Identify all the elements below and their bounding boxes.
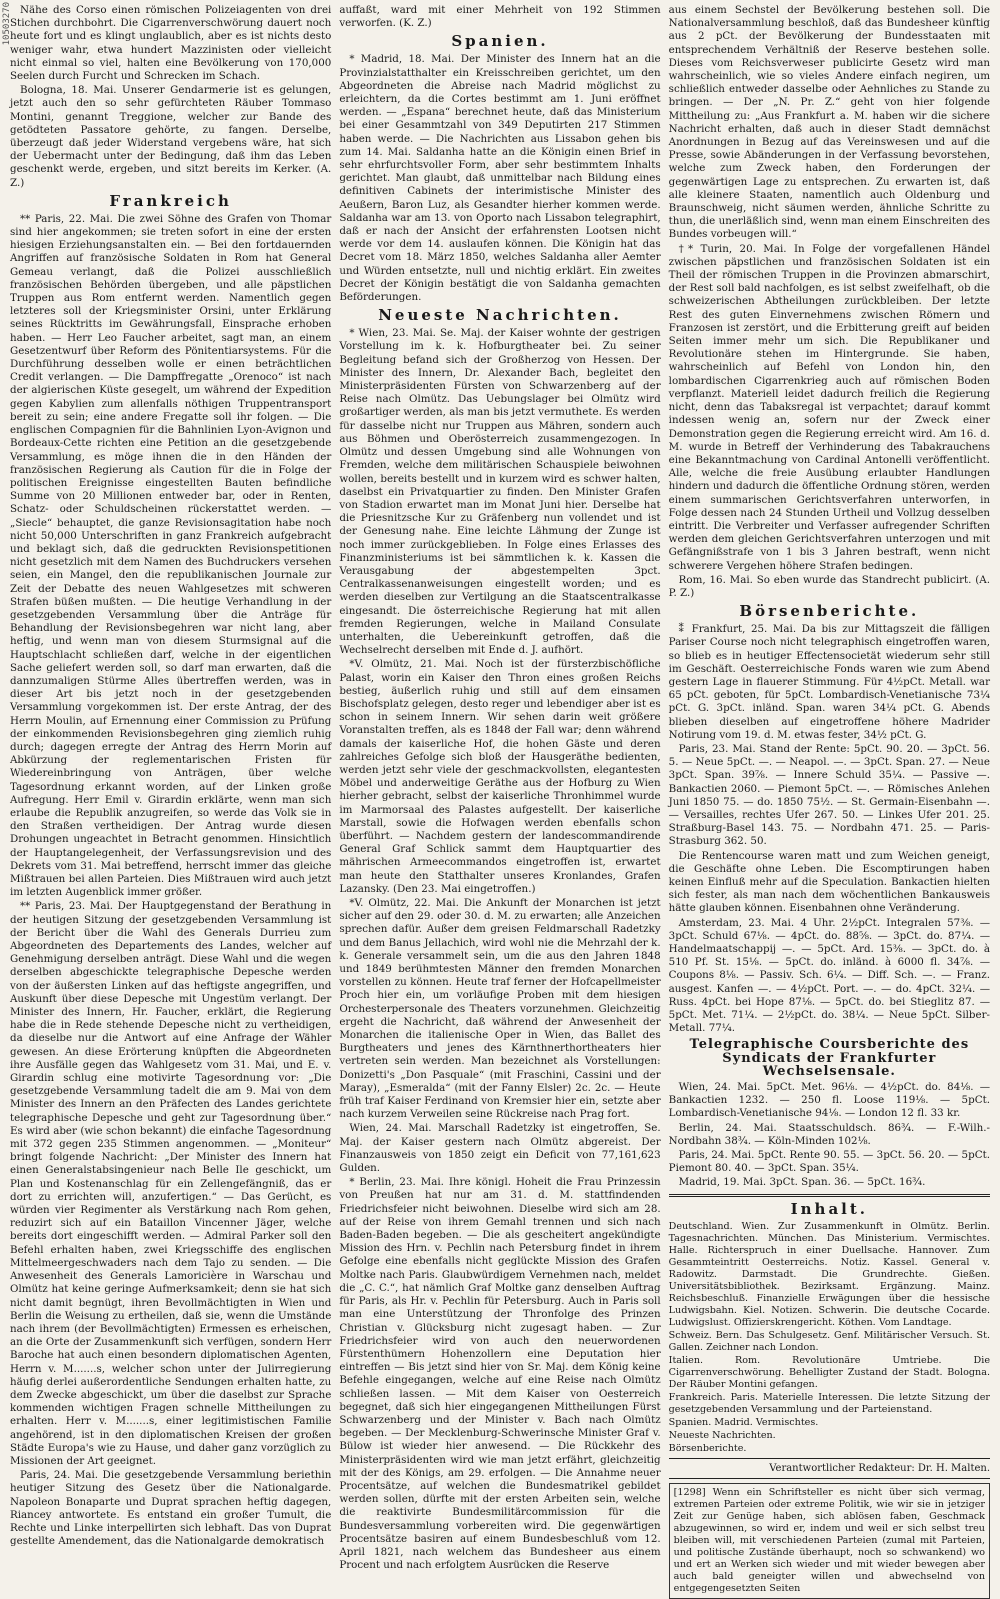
editor-imprint: Verantwortlicher Redakteur: Dr. H. Malten. <box>769 1462 990 1474</box>
article-paragraph: Wien, 24. Mai. 5pCt. Met. 96⅛. — 4½pCt. do. 84⅛. — Bankactien 1232. — 250 fl. Loose 119⅛. — 5pCt. Lombardisch-Venetianische 94⅛. — London 12 fl. 33 kr. <box>668 1081 990 1120</box>
article-paragraph: Madrid, 19. Mai. 3pCt. Span. 36. — 5pCt. 16¾. <box>678 1176 926 1189</box>
article-paragraph: Berlin, 24. Mai. Staatsschuldsch. 86¾. — F.-Wilh.-Nordbahn 38¾. — Köln-Minden 102⅛. <box>668 1121 990 1147</box>
article-paragraph: *V. Olmütz, 22. Mai. Die Ankunft der Monarchen ist jetzt sicher auf den 29. oder 30. d. M. zu erwarten; alle Anzeichen sprechen dafür. Außer dem greisen Feldmarschall Radetzky und dem Banus Jellachich, wird wohl nie die Mehrzahl der k. k. Generale versammelt sein, um die aus den Jahren 1848 und 1849 berühmtesten Männer den fremden Monarchen vorstellen zu können. Heute traf ferner der Hofcapellmeister Proch hier ein, um vorläufige Proben mit dem hiesigen Orchesterpersonale des Theaters vorzunehmen. Gleichzeitig ergeht die Nachricht, daß während der Anwesenheit der Monarchen die italienische Oper in Wien, das Ballet des Burgtheaters und jenes des Kärnthnerthortheaters hier vertreten sein werden. Man bezeichnet als Vorstellungen: Donizetti's „Don Pasquale“ (mit Fraschini, Cassini und der Maray), „Esmeralda“ (mit der Fanny Elsler) 2c. 2c. — Heute früh traf Kaiser Ferdinand von Kremsier hier ein, setzte aber nach kurzem Verweilen seine Rückreise nach Prag fort. <box>339 897 661 1121</box>
contents-entry: Frankreich. Paris. Materielle Interessen. Die letzte Sitzung der gesetzgebenden Versammlung und der Parteienstand. <box>668 1391 990 1415</box>
section-heading: Frankreich <box>109 191 232 210</box>
article-paragraph: Paris, 24. Mai. Die gesetzgebende Versammlung beriethin heutiger Sitzung des Gesetz über die Nationalgarde. Napoleon Bonaparte und Duprat sprachen heftig dagegen, Riancey antwortete. Es entstand ein großer Tumult, die Rechte und Linke interpellirten sich lebhaft. Das von Duprat gestellte Amendement, das die Nationalgarde demokratisch <box>10 1469 332 1548</box>
column-middle <box>339 4 660 1599</box>
advertisement: [1298] Wenn ein Schriftsteller es nicht über sich vermag, extremen Parteien oder extreme Politik, wie wir sie in jetziger Zeit zur Genüge haben, sich ablösen faben, Geschmack abzugewinnen, so wird er, indem und weil er sich selbst treu bleiben will, mit verschiedenen Parteien (zumal mit Parteien, und politische Zustände überhaupt, noch so schwankend) wo und ert an Werken sich wieder und mit wieder bewegen aber auch bald geneigter willen und abwechselnd von entgegengesetzten Seiten <box>669 1483 990 1599</box>
section-heading: Börsenberichte. <box>739 602 920 621</box>
article-paragraph: Paris, 23. Mai. Stand der Rente: 5pCt. 90. 20. — 3pCt. 56. 5. — Neue 5pCt. —. — Neapol. —. — 3pCt. Span. 27. — Neue 3pCt. Span. 39⅞. — Innere Schuld 35¼. — Passive —. Bankactien 2060. — Piemont 5pCt. —. — Römisches Anlehen Juni 1850 75. — do. 1850 75½. — St. Germain-Eisenbahn —. — Versailles, rechtes Ufer 267. 50. — Linkes Ufer 201. 25. Straßburg-Basel 143. 75. — Nordbahn 471. 25. — Paris-Strasburg 362. 50. <box>668 742 990 848</box>
newspaper-page <box>10 4 990 1594</box>
article-paragraph: aus einem Sechstel der Bevölkerung bestehen soll. Die Nationalversammlung beschloß, daß das Bundesheer künftig aus 2 pCt. der Bevölkerung der Bundesstaaten mit entsprechendem Verhältniß der Reserve bestehen solle. Dieses vom Reichsverweser publicirte Gesetz wird man wahrscheinlich, wie so vieles Andere einfach negiren, um schließlich entweder dasselbe oder Aehnliches zu Stande zu bringen. — Der „N. Pr. Z.“ geht von hier folgende Mittheilung zu: „Aus Frankfurt a. M. haben wir die sichere Nachricht erhalten, daß auch in dieser Stadt demnächst Anordnungen in Bezug auf das Vereinswesen und auf die Presse, sowie Abänderungen in der Verfassung bevorstehen, welche zum Zweck haben, den Forderungen der gegenwärtigen Lage zu entsprechen. Zu erwarten ist, daß alle kleinere Staaten, namentlich auch Oldenburg und Braunschweig, nicht säumen werden, ähnliche Schritte zu thun, die unerläßlich sind, wenn man einem Einschreiten des Bundes vorbeugen will.“ <box>668 4 990 241</box>
article-paragraph: Paris, 24. Mai. 5pCt. Rente 90. 55. — 3pCt. 56. 20. — 5pCt. Piemont 80. 40. — 3pCt. Span. 35¼. <box>668 1149 990 1175</box>
contents-entry: Deutschland. Wien. Zur Zusammenkunft in Olmütz. Berlin. Tagesnachrichten. München. Das Ministerium. Vermischtes. Halle. Richterspruch in einer Duellsache. Hannover. Zum Gesammteintritt Oesterreichs. Notiz. Kassel. General v. Radowitz. Darmstadt. Die Grundrechte. Gießen. Universitätsbibliothek. Bezirksamt. Ergänzung. Mainz. Reichsbeschluß. Finanzielle Erwägungen über die hessische Ludwigsbahn. Kiel. Notizen. Schwerin. Die deutsche Cocarde. Ludwigslust. Offizierskrengericht. Köthen. Vom Landtage. <box>668 1220 990 1328</box>
divider <box>669 1458 990 1459</box>
article-paragraph: †* Turin, 20. Mai. In Folge der vorgefallenen Händel zwischen päpstlichen und französischen Soldaten ist ein Theil der römischen Truppen in die Provinzen abmarschirt, der Rest soll bald nachfolgen, es ist selbst zweifelhaft, ob die schweizerischen Abtheilungen zurückbleiben. Der letzte Rest des guten Einvernehmens zwischen Römern und Franzosen ist zerstört, und die Erbitterung greift auf beiden Seiten immer mehr um sich. Die Republikaner und Revolutionäre stehen im Hintergrunde. Sie haben, wahrscheinlich auf Befehl von London hin, den lombardischen Cigarrenkrieg auch auf römischen Boden verpflanzt. Materiell leidet dadurch freilich die Regierung nicht, denn das Tabaksregal ist verpachtet; darauf kommt indessen wenig an, sofern nur der Zweck einer Demonstration gegen die Regierung erreicht wird. Am 16. d. M. wurde in Betreff der Verhinderung des Tabakrauchens eine Bekanntmachung von Cardinal Antonelli veröffentlicht. Alle, welche die freie Ausübung erlaubter Handlungen hindern und dadurch die öffentliche Ordnung stören, werden einem summarischen Gerichtsverfahren unterworfen, in Folge dessen nach 24 Stunden Urtheil und Vollzug desselben eintritt. Die Verbreiter und Verfasser aufregender Schriften werden dem gleichen Gerichtsverfahren unterzogen und mit Gefängnißstrafe von 1 bis 3 Jahren bestraft, wenn nicht schwerere Vergehen höhere Strafen bedingen. <box>668 242 990 572</box>
article-paragraph: ** Paris, 22. Mai. Die zwei Söhne des Grafen von Thomar sind hier angekommen; sie treten sofort in eine der ersten hiesigen Erziehungsanstalten ein. — Bei den fortdauernden Angriffen auf französische Soldaten in Rom hat General Gemeau verlangt, daß die Polizei ausschließlich französischen Behörden übergeben, und alle päpstlichen Truppen aus Rom entfernt werden. Namentlich gegen letzteres soll der Kriegsminister Orsini, unter Erklärung seines Rücktritts im Gewährungsfall, Einsprache erhoben haben. — Herr Leo Faucher arbeitet, sagt man, an einem Gesetzentwurf über Reform des Pönitentiarsystems. Für die Durchführung desselben wolle er einen beträchtlichen Credit verlangen. — Die Dampffregatte „Orenoco“ ist nach der algierischen Küste gesegelt, um während der Expedition gegen Kabylien zum allenfalls nöthigen Truppentransport bereit zu sein; eine andere Fregatte soll ihr folgen. — Die englischen Compagnien für die Bahnlinien Lyon-Avignon und Bordeaux-Cette richten eine Petition an die gesetzgebende Versammlung, es möge ihnen die in den Händen der französischen Regierung als Caution für die in Folge der politischen Ereignisse eingestellten Bauten befindliche Summe von 20 Millionen entweder bar, oder in Renten, Schatz- oder Schuldscheinen rückerstattet werden. — „Siecle“ behauptet, die ganze Revisionsagitation habe noch nicht 50,000 Unterschriften in ganz Frankreich aufgebracht und beklagt sich, daß die gedruckten Revisionspetitionen nicht gesetzlich mit dem Namen des Buchdruckers versehen seien, ein Mangel, den die republikanischen Journale zur Zeit der Debatte des neuen Wahlgesetzes mit schweren Strafen büßen mußten. — Die heutige Verhandlung in der gesetzgebenden Versammlung über die Anträge für Behandlung der Revisionsbegehren war nicht lang, aber heftig, und wenn man von diesem Sturmsignal auf die Hauptschlacht schließen darf, welche in der eigentlichen Sache geliefert werden soll, so darf man erwarten, daß die dannzumaligen Stürme Alles übertreffen werden, was in dieser Art bis jetzt noch in der gesetzgebenden Versammlung vorgekommen ist. Der erste Antrag, der des Herrn Moulin, auf Ernennung einer Commission zu Prüfung der einkommenden Revisionsbegehren ging ziemlich ruhig durch; dagegen erregte der Antrag des Herrn Morin auf Abkürzung der reglementarischen Fristen für Wiedereinbringung von Anträgen, über welche Tagesordnung erkannt worden, auf der Linken große Aufregung. Herr Emil v. Girardin erklärte, wenn man sich erlaube die Republik anzugreifen, so werde das Volk sie in den Straßen vertheidigen. Der Antrag wurde diesen Drohungen ungeachtet in Betracht genommen. Hinsichtlich der Hauptangelegenheit, der Verfassungsrevision und des Dekrets vom 31. Mai betreffend, herrscht immer das gleiche Mißtrauen bei allen Parteien. Dies Mißtrauen wird auch jetzt im letzten Augenblick immer größer. <box>10 212 332 899</box>
article-paragraph: ⁑ Frankfurt, 25. Mai. Da bis zur Mittagszeit die fälligen Pariser Course noch nicht telegraphisch eingetroffen waren, so blieb es in heutiger Effectensocietät wiederum sehr still im Geschäft. Oesterreichische Fonds waren wie zum Abend gestern Lage in flauerer Stimmung. Für 4½pCt. Metall. war 65 pCt. geboten, für 5pCt. Lombardisch-Venetianische 73¼ pCt. G. 3pCt. inländ. Span. waren 34¼ pCt. G. Abends blieben dieselben auf eingetroffene höhere Madrider Notirung vom 19. d. M. etwas fester, 34½ pCt. G. <box>668 623 990 741</box>
article-paragraph: auffaßt, ward mit einer Mehrheit von 192 Stimmen verworfen. (K. Z.) <box>339 4 661 30</box>
section-heading: Spanien. <box>451 32 549 51</box>
article-paragraph: Rom, 16. Mai. So eben wurde das Standrecht publicirt. (A. P. Z.) <box>668 573 990 599</box>
section-heading: Neueste Nachrichten. <box>378 306 622 325</box>
article-paragraph: ** Paris, 23. Mai. Der Hauptgegenstand der Berathung in der heutigen Sitzung der gesetzgebenden Versammlung ist der Bericht über die Wahl des Generals Durrieu zum Abgeordneten des Departements des Landes, welcher auf Genehmigung derselben anträgt. Diese Wahl und die wegen derselben abgeschickte telegraphische Depesche werden von der äußersten Linken auf das heftigste angegriffen, und Auskunft über diese Depesche mit Ungestüm verlangt. Der Minister des Innern, Hr. Faucher, erklärt, die Regierung habe die in Rede stehende Depesche nicht zu vertheidigen, da dieselbe nur die Antwort auf eine Anfrage der Wähler gewesen. An diese Erörterung knüpften die Abgeordneten ihre Ausfälle gegen das Wahlgesetz vom 31. Mai, und E. v. Girardin schlug eine motivirte Tagesordnung vor: „Die gesetzgebende Versammlung tadelt die am 9. Mai von dem Minister des Innern an den Präfecten des Landes gerichtete telegraphische Depesche und geht zur Tagesordnung über.“ Es wird aber (wie schon bekannt) die einfache Tagesordnung mit 372 gegen 235 Stimmen angenommen. — „Moniteur“ bringt folgende Nachricht: „Der Minister des Innern hat einen Generalstabsingenieur nach Belle Ile geschickt, um Plan und Kostenanschlag für ein Zellengefängniß, das er dort zu errichten will, anzufertigen.“ — Das Gerücht, es würden vier Regimenter als Verstärkung nach Rom gehen, reduzirt sich auf ein Bataillon Vincenner Jäger, welche bereits dort eingeschifft werden. — Admiral Parker soll den Befehl erhalten haben, zwei Kriegsschiffe des englischen Mittelmeergeschwaders nach dem Tajo zu senden. — Die Anwesenheit des Generals Lamoricière in Warschau und Olmütz hat keine geringe Aufmerksamkeit; denn sie hat sich nicht damit begnügt, ihren Bevollmächtigten in Wien und Berlin die Weisung zu ertheilen, daß sie, wenn die Umstände nach ihrem (der Bevollmächtigten) Ermessen es erheischen, an die Orte der Zusammenkunft sich verfügen, sondern Herr Baroche hat auch einen besondern diplomatischen Agenten, Herrn v. M.......s, welcher schon unter der Julirregierung häufig derlei außerordentliche Sendungen erhalten hatte, zu dem Zwecke abgeschickt, um über die daselbst zur Sprache kommenden wichtigen Fragen schnelle Mittheilungen zu erhalten. Herr v. M.......s, einer legitimistischen Familie angehörend, ist in den diplomatischen Kreisen der großen Städte Europa's wie zu Hause, und daher ganz vorzüglich zu Missionen der Art geeignet. <box>10 900 332 1467</box>
article-paragraph: * Berlin, 23. Mai. Ihre königl. Hoheit die Frau Prinzessin von Preußen hat nur am 31. d. M. stattfindenden Friedrichsfeier nicht beiwohnen. Dieselbe wird sich am 28. auf der Reise von ihrem Gemahl trennen und sich nach Baden-Baden begeben. — Die als gescheitert angekündigte Mission des Hrn. v. Pechlin nach Petersburg findet in ihrem Gefolge eine ebenfalls nicht geglückte Mission des Grafen Moltke nach Paris. Glaubwürdigem Vernehmen nach, meldet die „C. C.“, hat nämlich Graf Moltke ganz denselben Auftrag für Paris, als Hr. v. Pechlin für Petersburg. Auch in Paris soll man eine Unterstützung der Thronfolge des Prinzen Christian v. Glücksburg nicht zugesagt haben. — Zur Friedrichsfeier wird von auch den neuerwordenen Fürstenthümern Hohenzollern eine Deputation hier eintreffen — Bis jetzt sind hier von Sr. Maj. dem König keine Befehle eingegangen, welche auf eine Reise nach Olmütz schließen lassen. — Mit dem Kaiser von Oesterreich begegnet, daß sich hier eingegangenen Mittheilungen Fürst Schwarzenberg und der Minister v. Bach nach Olmütz begeben. — Der Mecklenburg-Schwerinsche Minister Graf v. Bülow ist wieder hier anwesend. — Die Rückkehr des Ministerpräsidenten wird wie man jetzt erfährt, gleichzeitig mit der des Königs, am 29. erfolgen. — Die Annahme neuer Procentsätze, auf welchen die Bundesmatrikel gebildet werden sollen, dürfte mit der ersten Arbeiten sein, welche die reaktivirte Bundesmilitärcommission für die Bundesversammlung vorbereiten wird. Die gegenwärtigen Procentsätze basiren auf einem Bundesbeschluß vom 12. April 1821, nach welchem das Bundesheer aus einem Procent und nach erfolgtem Ausrücken die Reserve <box>339 1176 661 1572</box>
article-paragraph: Nähe des Corso einen römischen Polizeiagenten von drei Stichen durchbohrt. Die Cigarrenverschwörung dauert noch heute fort und es klingt unglaublich, aber es ist nichts desto weniger wahr, etwa hundert Mazzinisten oder vielleicht nicht einmal so viel, halten eine Bevölkerung von 170,000 Seelen durch Furcht und Schrecken im Schach. <box>10 4 332 83</box>
contents-entry: Schweiz. Bern. Das Schulgesetz. Genf. Militärischer Versuch. St. Gallen. Zeichner nach London. <box>668 1329 990 1353</box>
article-paragraph: * Wien, 23. Mai. Se. Maj. der Kaiser wohnte der gestrigen Vorstellung im k. k. Hofburgtheater bei. Zu seiner Begleitung befand sich der Großherzog von Hessen. Der Minister des Innern, Dr. Alexander Bach, begleitet den Ministerpräsidenten Fürsten von Schwarzenberg auf der Reise nach Olmütz. Das Uebungslager bei Olmütz wird großartiger werden, als man bis jetzt vermuthete. Es werden für dasselbe nicht nur Truppen aus Mähren, sondern auch aus Böhmen und Oberösterreich zusammengezogen. In Olmütz und dessen Umgebung sind alle Wohnungen von Fremden, welche dem militärischen Schauspiele beiwohnen wollen, bereits bestellt und in kurzem wird es schwer halten, daselbst ein Privatquartier zu finden. Den Minister Grafen von Stadion erwartet man im Monat Juni hier. Derselbe hat die Priesnitzsche Kur zu Gräfenberg nun vollendet und ist der Genesung nahe. Eine leichte Lähmung der Zunge ist noch immer zurückgeblieben. In Folge eines Erlasses des Finanzministeriums ist bei sämmtlichen k. k. Kassen die Verausgabung der abgestempelten 3pct. Centralkassenanweisungen eingestellt worden; und es werden dieselben zur Vertilgung an die Staatscentralkasse eingesandt. Die österreichische Regierung hat mit allen fremden Regierungen, welche in Mailand Consulate unterhalten, die Uebereinkunft getroffen, daß die Wechselrecht derselben mit Ende d. J. aufhört. <box>339 327 661 657</box>
right-articles <box>669 4 990 1190</box>
contents-entry: Spanien. Madrid. Vermischtes. <box>668 1416 819 1428</box>
contents-list <box>669 1221 990 1455</box>
column-right <box>669 4 990 1599</box>
subsection-heading: Telegraphische Coursberichte des Syndicats der Frankfurter Wechselsensale. <box>689 1037 970 1079</box>
contents-entry: Italien. Rom. Revolutionäre Umtriebe. Die Cigarrenverschwörung. Behelligter Zustand der Stadt. Bologna. Der Räuber Montini gefangen. <box>668 1354 990 1390</box>
article-paragraph: Wien, 24. Mai. Marschall Radetzky ist eingetroffen, Se. Maj. der Kaiser gestern nach Olmütz abgereist. Der Finanzausweis von 1850 zeigt ein Deficit von 77,161,623 Gulden. <box>339 1122 661 1175</box>
article-paragraph: Amsterdam, 23. Mai. 4 Uhr. 2½pCt. Integralen 57⅜. — 3pCt. Schuld 67⅛. — 4pCt. do. 88⅝. — 3pCt. do. 87¼. — Handelmaatschappij —. — 5pCt. Ard. 15⅜. — 3pCt. do. à 510 Pf. St. 15⅛. — 5pCt. do. inländ. à 6000 fl. 34⅞. — Coupons 8⅛. — Passiv. Sch. 6¼. — Diff. Sch. —. — Franz. ausgest. Kanfen —. — 4½pCt. Port. —. — do. 4pCt. 32¼. — Russ. 4pCt. bei Hope 87⅛. — 5pCt. do. bei Stieglitz 87. — 5pCt. Met. 71¼. — 2½pCt. do. 38¼. — Neue 5pCt. Silber-Metall. 77¼. <box>668 916 990 1035</box>
contents-entry: Neueste Nachrichten. <box>668 1429 776 1441</box>
contents-heading: Inhalt. <box>790 1199 869 1218</box>
archive-id: 10503270 <box>2 2 12 46</box>
column-left <box>10 4 331 1599</box>
article-paragraph: Die Rentencourse waren matt und zum Weichen geneigt, die Geschäfte ohne Leben. Die Escomptirungen haben keinen Einfluß mehr auf die Speculation. Bankactien hielten sich fester, als man nach dem wöchentlichen Bankausweis hätte glauben können. Eisenbahnen ohne Veränderung. <box>668 849 990 915</box>
divider <box>669 1194 990 1197</box>
contents-entry: Börsenberichte. <box>668 1442 747 1454</box>
article-paragraph: * Madrid, 18. Mai. Der Minister des Innern hat an die Provinzialstatthalter ein Kreisschreiben gerichtet, um den Abgeordneten die Abreise nach Madrid möglichst zu erleichtern, da die Cortes bestimmt am 1. Juni eröffnet werden. — „Espana“ berechnet heute, daß das Ministerium bei einer Gesammtzahl von 349 Deputirten 217 Stimmen haben werde. — Die Nachrichten aus Lissabon gehen bis zum 14. Mai. Saldanha hatte an die Königin einen Brief in sehr ehrfurchtsvoller Form, aber sehr bestimmtem Inhalts gerichtet. Man glaubt, daß unmittelbar nach Bildung eines definitiven Cabinets der interimistische Minister des Aeußern, Baron Luz, als Gesandter hierher kommen werde. Saldanha war am 13. von Oporto nach Lissabon telegraphirt, daß er nach der Ansicht der erfahrensten Lootsen nicht werde vor dem 14. auslaufen können. Die Königin hat das Decret vom 18. März 1850, welches Saldanha aller Aemter und Würden entsetzte, null und nichtig erklärt. Ein zweites Decret der Königin bestätigt die von Saldanha gemachten Beförderungen. <box>339 53 661 304</box>
article-paragraph: Bologna, 18. Mai. Unserer Gendarmerie ist es gelungen, jetzt auch den so sehr gefürchteten Räuber Tommaso Montini, genannt Treggione, welcher zur Bande des getödteten Passatore gehörte, zu fangen. Derselbe, überzeugt daß jeder Widerstand vergebens wäre, hat sich der Uebermacht unter der Bedingung, daß ihm das Leben geschenkt werde, ergeben, und sitzt bereits im Kerker. (A. Z.) <box>10 84 332 189</box>
divider <box>669 1478 990 1479</box>
article-paragraph: *V. Olmütz, 21. Mai. Noch ist der fürsterzbischöfliche Palast, worin ein Kaiser den Thron eines großen Reichs bestieg, äußerlich ruhig und still auf dem einsamen Bischofsplatz gelegen, desto reger und lebendiger aber ist es schon in seinem Innern. Wir sehen darin weit größere Voranstalten treffen, als es 1848 der Fall war; denn während damals der kaiserliche Hof, die hohen Gäste und deren zahlreiches Gefolge sich bloß der Hausgeräthe bedienten, werden jetzt sehr viele der geschmackvollsten, elegantesten Möbel und anderweitige Geräthe aus der Hofburg zu Wien hierher gebracht, selbst der kaiserliche Thronhimmel wurde im Marmorsaal des Palastes aufgestellt. Der kaiserliche Marstall, sowie die Hofwagen werden ebenfalls schon überführt. — Nachdem gestern der landescommandirende General Graf Schlick sammt dem Hauptquartier des mährischen Armeecommandos eingetroffen ist, erwartet man heute den Statthalter unseres Kronlandes, Grafen Lazansky. (Den 23. Mai eingetroffen.) <box>339 658 661 895</box>
